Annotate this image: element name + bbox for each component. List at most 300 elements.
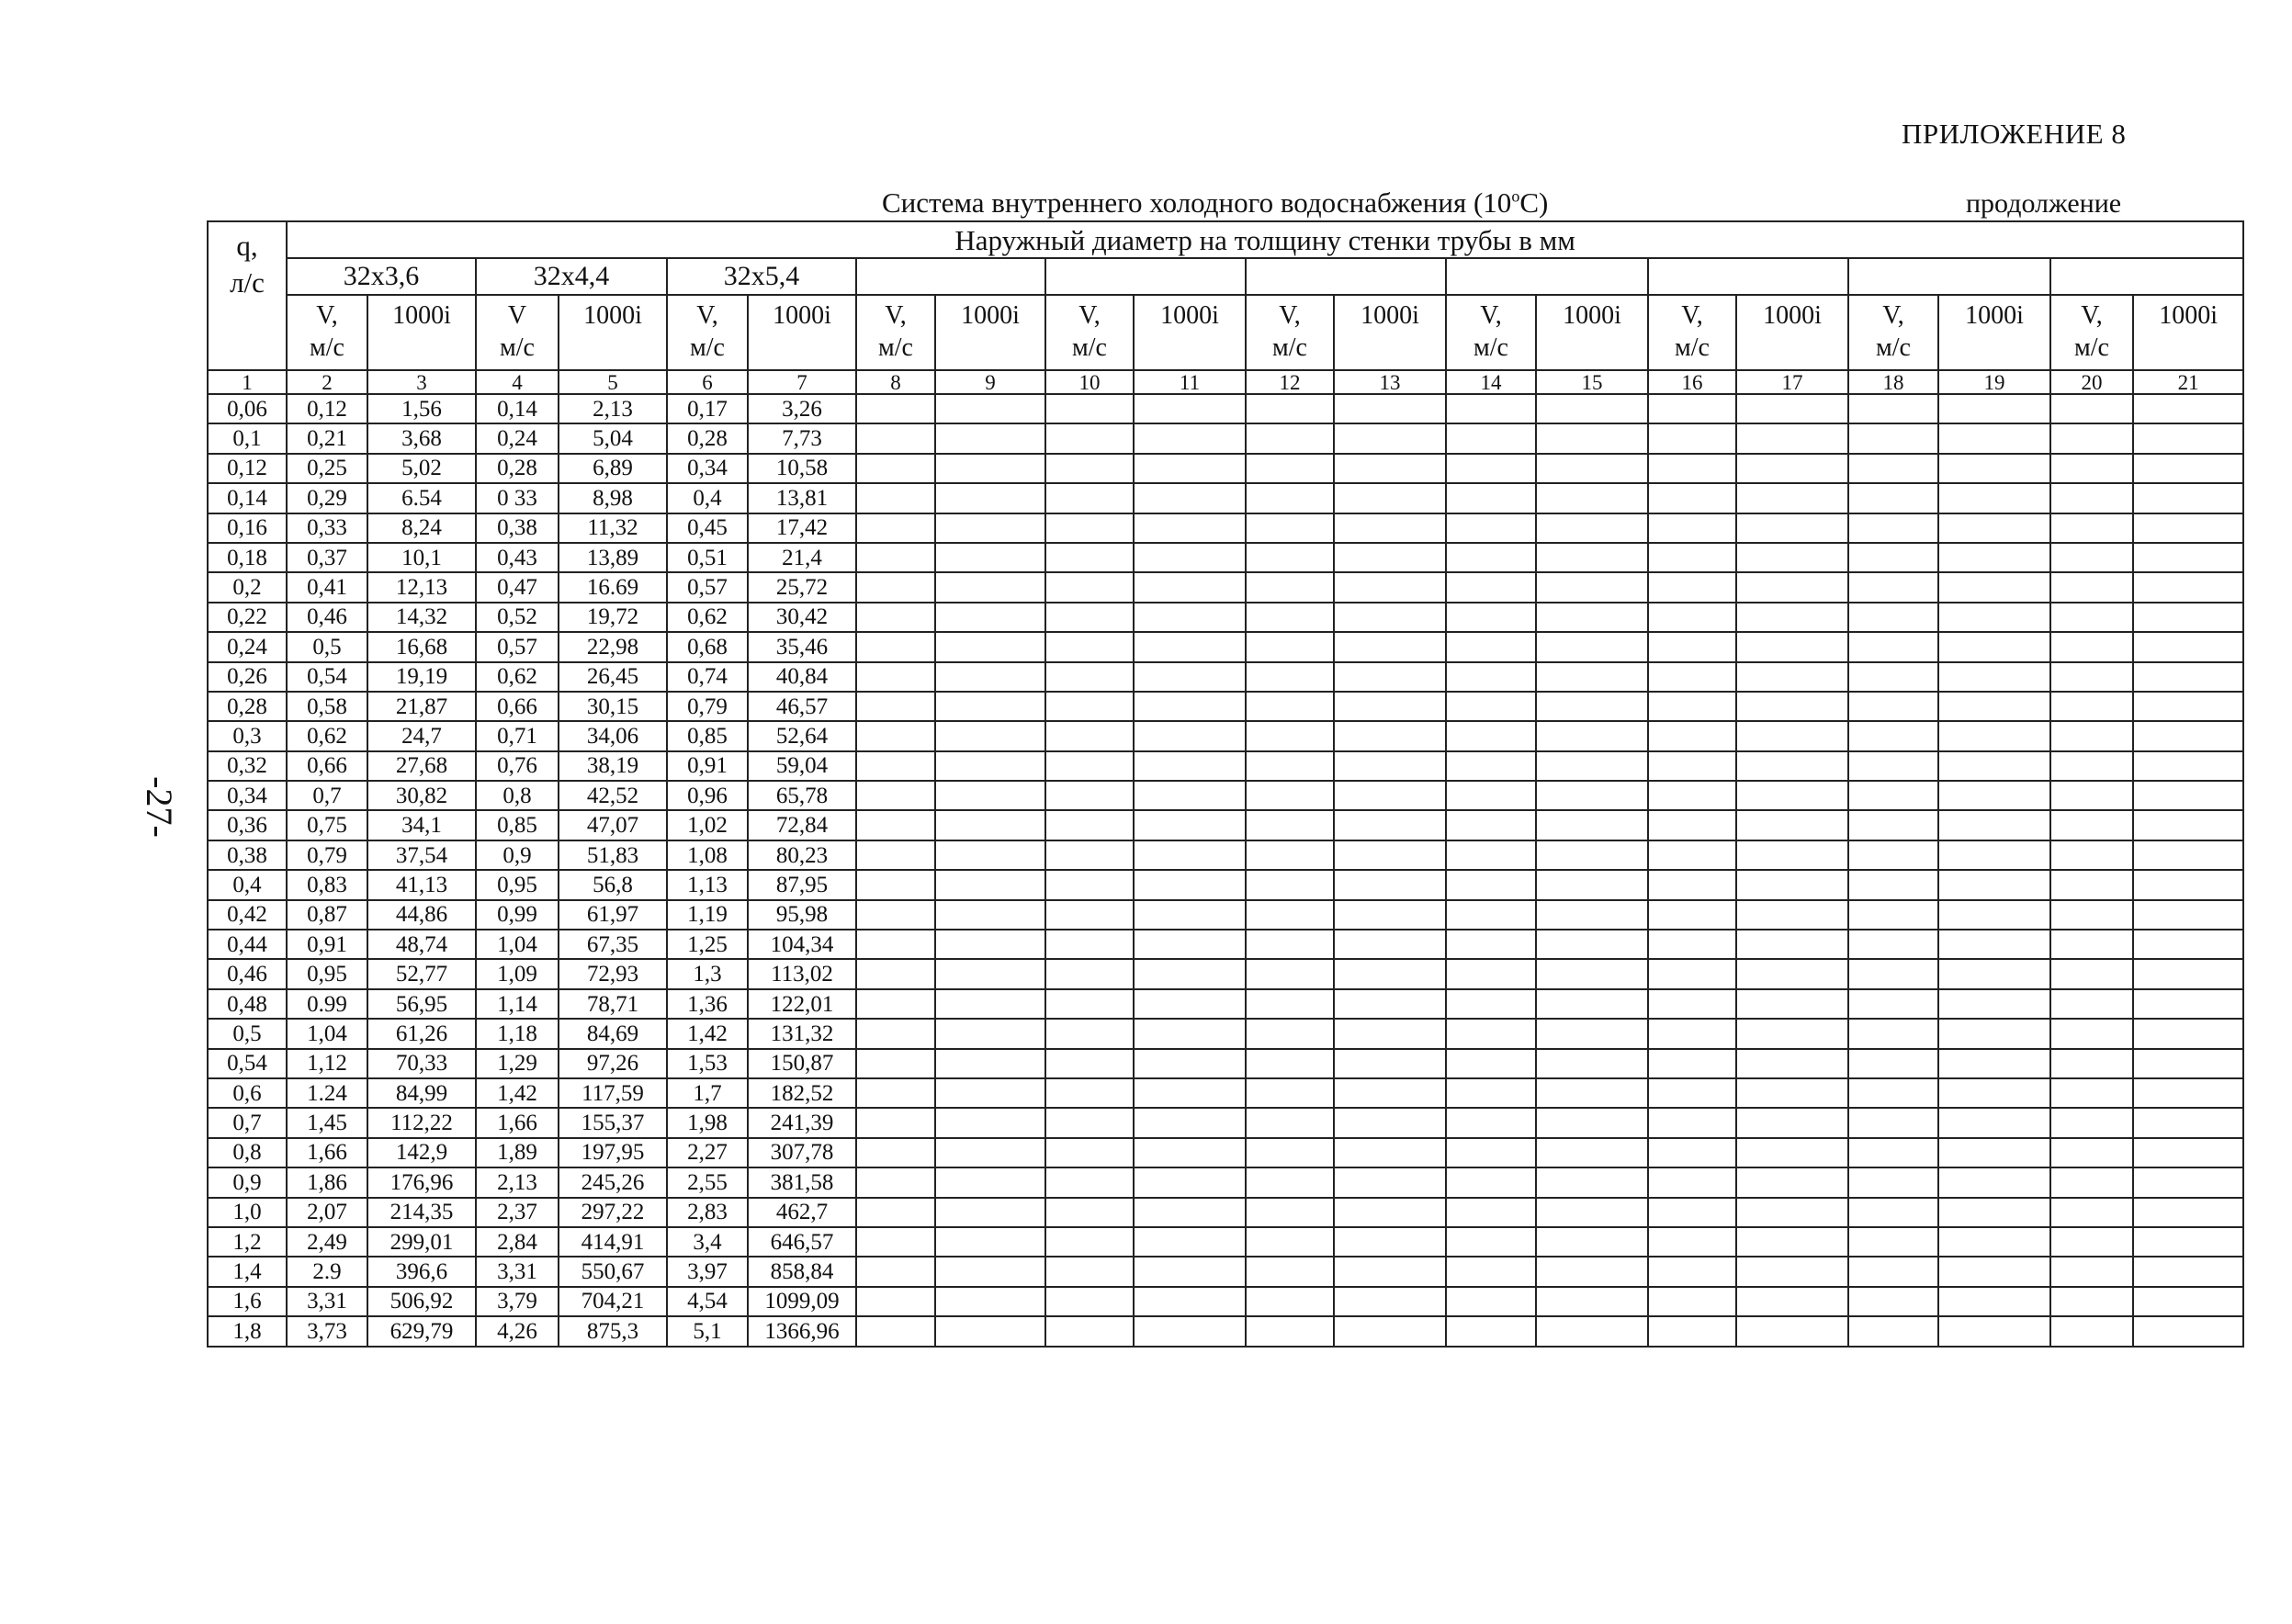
velocity-cell: 0,25 (287, 454, 367, 483)
velocity-cell (856, 900, 935, 930)
head-loss-cell: 14,32 (367, 603, 476, 632)
velocity-cell (2050, 900, 2133, 930)
head-loss-cell: 122,01 (748, 989, 856, 1019)
head-loss-cell: 1,56 (367, 394, 476, 423)
velocity-cell (1648, 870, 1736, 899)
velocity-cell: 0,9 (476, 840, 559, 870)
table-row (208, 662, 2243, 692)
velocity-cell: 0.99 (287, 989, 367, 1019)
flow-rate-cell: 0,14 (208, 483, 287, 513)
head-loss-cell (2133, 1257, 2243, 1286)
table-row (208, 1287, 2243, 1316)
head-loss-cell (1938, 751, 2050, 781)
velocity-cell (856, 1316, 935, 1346)
velocity-cell: 2,84 (476, 1227, 559, 1257)
head-loss-cell (935, 721, 1045, 750)
head-loss-cell (1736, 543, 1848, 572)
head-loss-cell (1134, 900, 1246, 930)
table-row (208, 483, 2243, 513)
head-loss-cell (1736, 1138, 1848, 1167)
velocity-cell: 0,33 (287, 513, 367, 543)
head-loss-cell: 19,72 (559, 603, 667, 632)
velocity-cell (1848, 603, 1938, 632)
velocity-cell (1648, 1316, 1736, 1346)
q-header (208, 221, 287, 370)
velocity-cell (1648, 394, 1736, 423)
table-row (208, 721, 2243, 750)
pipe-size-header (1446, 258, 1648, 295)
head-loss-cell (1536, 1078, 1648, 1108)
velocity-unit: м/с (1675, 333, 1710, 362)
velocity-cell: 3,31 (287, 1287, 367, 1316)
velocity-cell: 0,41 (287, 572, 367, 602)
head-loss-cell (1938, 513, 2050, 543)
velocity-cell (1446, 394, 1536, 423)
head-loss-cell (1134, 1019, 1246, 1048)
head-loss-cell: 297,22 (559, 1198, 667, 1227)
head-loss-header: 1000i (1938, 295, 2050, 370)
head-loss-cell (1736, 1198, 1848, 1227)
table-row (208, 1078, 2243, 1108)
velocity-cell (1446, 721, 1536, 750)
velocity-cell: 0,87 (287, 900, 367, 930)
head-loss-cell (935, 572, 1045, 602)
head-loss-cell (1134, 483, 1246, 513)
head-loss-cell (1134, 603, 1246, 632)
velocity-cell (1246, 751, 1334, 781)
flow-rate-cell: 0,5 (208, 1019, 287, 1048)
head-loss-cell (1536, 721, 1648, 750)
velocity-cell (856, 603, 935, 632)
head-loss-cell (1334, 483, 1446, 513)
head-loss-header: 1000i (2133, 295, 2243, 370)
head-loss-cell (935, 394, 1045, 423)
velocity-cell (856, 1019, 935, 1048)
head-loss-cell (935, 781, 1045, 810)
head-loss-cell (1736, 1049, 1848, 1078)
flow-rate-cell: 0,28 (208, 692, 287, 721)
head-loss-cell: 646,57 (748, 1227, 856, 1257)
head-loss-cell: 182,52 (748, 1078, 856, 1108)
velocity-cell (1246, 543, 1334, 572)
velocity-cell: 1,19 (667, 900, 748, 930)
velocity-cell: 0,28 (476, 454, 559, 483)
velocity-cell: 0,37 (287, 543, 367, 572)
head-loss-cell (1938, 1167, 2050, 1197)
velocity-cell (1045, 1108, 1134, 1137)
table-row (208, 632, 2243, 661)
head-loss-cell (1134, 692, 1246, 721)
head-loss-cell (1334, 810, 1446, 840)
head-loss-cell (935, 751, 1045, 781)
head-loss-cell (1736, 572, 1848, 602)
head-loss-cell: 56,8 (559, 870, 667, 899)
velocity-cell (1246, 840, 1334, 870)
velocity-unit: м/с (690, 333, 725, 362)
flow-rate-cell: 0,06 (208, 394, 287, 423)
header-row-pipe-sizes (208, 258, 2243, 295)
column-number: 15 (1536, 370, 1648, 394)
head-loss-cell (2133, 1198, 2243, 1227)
velocity-cell: 0,54 (287, 662, 367, 692)
velocity-header (667, 295, 748, 370)
velocity-cell (1648, 513, 1736, 543)
head-loss-cell (1938, 483, 2050, 513)
column-number: 6 (667, 370, 748, 394)
velocity-cell (1446, 751, 1536, 781)
velocity-cell (2050, 1138, 2133, 1167)
head-loss-cell (1536, 1108, 1648, 1137)
head-loss-cell (1938, 394, 2050, 423)
velocity-cell (1446, 1257, 1536, 1286)
head-loss-cell (1334, 1108, 1446, 1137)
head-loss-cell (2133, 603, 2243, 632)
velocity-cell (1648, 662, 1736, 692)
head-loss-cell (1536, 840, 1648, 870)
velocity-cell (856, 543, 935, 572)
column-number: 3 (367, 370, 476, 394)
velocity-cell (1045, 870, 1134, 899)
velocity-cell (1848, 959, 1938, 988)
velocity-cell (1848, 423, 1938, 453)
velocity-cell: 0,62 (667, 603, 748, 632)
velocity-cell (2050, 1287, 2133, 1316)
head-loss-cell (1134, 662, 1246, 692)
head-loss-cell (1536, 423, 1648, 453)
head-loss-cell: 8,24 (367, 513, 476, 543)
head-loss-cell (935, 1167, 1045, 1197)
table-row (208, 692, 2243, 721)
velocity-cell (1446, 572, 1536, 602)
head-loss-cell (1536, 394, 1648, 423)
head-loss-cell: 24,7 (367, 721, 476, 750)
head-loss-cell (2133, 989, 2243, 1019)
velocity-cell: 1,29 (476, 1049, 559, 1078)
velocity-header (1848, 295, 1938, 370)
pipe-size-header (1848, 258, 2050, 295)
column-number: 2 (287, 370, 367, 394)
head-loss-cell (935, 870, 1045, 899)
head-loss-cell (1134, 394, 1246, 423)
head-loss-cell (1736, 603, 1848, 632)
velocity-cell (1446, 1167, 1536, 1197)
head-loss-cell (1134, 870, 1246, 899)
velocity-symbol: V, (1681, 301, 1703, 330)
velocity-cell (1246, 721, 1334, 750)
flow-rate-cell: 1,4 (208, 1257, 287, 1286)
head-loss-cell: 7,73 (748, 423, 856, 453)
head-loss-cell (1736, 751, 1848, 781)
head-loss-cell (935, 1316, 1045, 1346)
velocity-cell (1045, 810, 1134, 840)
velocity-cell: 1,66 (287, 1138, 367, 1167)
velocity-cell (856, 781, 935, 810)
head-loss-cell (1736, 989, 1848, 1019)
head-loss-cell (935, 1257, 1045, 1286)
velocity-cell: 0,62 (476, 662, 559, 692)
velocity-cell: 0,21 (287, 423, 367, 453)
velocity-cell (1246, 900, 1334, 930)
head-loss-cell (2133, 662, 2243, 692)
header-row-column-numbers (208, 370, 2243, 394)
velocity-cell: 0,75 (287, 810, 367, 840)
head-loss-cell (1134, 1287, 1246, 1316)
head-loss-header: 1000i (935, 295, 1045, 370)
velocity-symbol: V, (2081, 301, 2103, 330)
velocity-cell: 1,25 (667, 930, 748, 959)
velocity-cell: 0,91 (287, 930, 367, 959)
head-loss-cell (1334, 989, 1446, 1019)
velocity-cell (2050, 1078, 2133, 1108)
head-loss-cell: 97,26 (559, 1049, 667, 1078)
table-row (208, 900, 2243, 930)
velocity-header (287, 295, 367, 370)
velocity-cell (1848, 513, 1938, 543)
head-loss-cell (1938, 454, 2050, 483)
head-loss-cell (1134, 572, 1246, 602)
head-loss-cell (935, 840, 1045, 870)
column-number: 19 (1938, 370, 2050, 394)
head-loss-cell (1938, 543, 2050, 572)
velocity-cell: 0,68 (667, 632, 748, 661)
velocity-cell: 2.9 (287, 1257, 367, 1286)
velocity-cell: 1,45 (287, 1108, 367, 1137)
head-loss-cell (1134, 1198, 1246, 1227)
head-loss-cell: 70,33 (367, 1049, 476, 1078)
table-row (208, 810, 2243, 840)
velocity-cell (1446, 513, 1536, 543)
head-loss-cell (2133, 1019, 2243, 1048)
velocity-cell (2050, 930, 2133, 959)
head-loss-cell (935, 1138, 1045, 1167)
flow-rate-cell: 1,0 (208, 1198, 287, 1227)
table-row (208, 1257, 2243, 1286)
head-loss-cell (935, 1049, 1045, 1078)
head-loss-cell (1536, 1287, 1648, 1316)
head-loss-cell: 13,89 (559, 543, 667, 572)
head-loss-cell (2133, 1108, 2243, 1137)
head-loss-cell (1334, 572, 1446, 602)
head-loss-header: 1000i (1134, 295, 1246, 370)
table-row (208, 394, 2243, 423)
velocity-cell: 1,04 (287, 1019, 367, 1048)
head-loss-cell (1134, 840, 1246, 870)
head-loss-cell: 6,89 (559, 454, 667, 483)
velocity-cell (856, 930, 935, 959)
velocity-unit: м/с (1072, 333, 1107, 362)
velocity-cell (1848, 543, 1938, 572)
head-loss-cell (1536, 810, 1648, 840)
head-loss-cell (1134, 632, 1246, 661)
velocity-cell (856, 1198, 935, 1227)
head-loss-cell (1536, 1049, 1648, 1078)
head-loss-cell (1334, 632, 1446, 661)
head-loss-cell (1536, 1257, 1648, 1286)
head-loss-cell: 72,84 (748, 810, 856, 840)
table-row (208, 989, 2243, 1019)
head-loss-cell (1736, 840, 1848, 870)
head-loss-cell: 52,77 (367, 959, 476, 988)
head-loss-cell (1736, 870, 1848, 899)
head-loss-cell: 2,13 (559, 394, 667, 423)
head-loss-cell: 34,1 (367, 810, 476, 840)
velocity-cell (2050, 603, 2133, 632)
velocity-cell (1848, 483, 1938, 513)
velocity-cell (1446, 840, 1536, 870)
head-loss-cell: 6.54 (367, 483, 476, 513)
velocity-cell (1648, 1198, 1736, 1227)
head-loss-cell: 550,67 (559, 1257, 667, 1286)
velocity-cell: 1,86 (287, 1167, 367, 1197)
velocity-cell (1848, 692, 1938, 721)
velocity-cell (1848, 454, 1938, 483)
velocity-cell (1648, 632, 1736, 661)
velocity-cell (1246, 1198, 1334, 1227)
velocity-cell: 0,85 (476, 810, 559, 840)
head-loss-cell (935, 543, 1045, 572)
head-loss-cell: 38,19 (559, 751, 667, 781)
velocity-cell (1648, 781, 1736, 810)
head-loss-cell: 84,99 (367, 1078, 476, 1108)
head-loss-cell (1334, 930, 1446, 959)
head-loss-cell: 3,68 (367, 423, 476, 453)
head-loss-cell: 35,46 (748, 632, 856, 661)
title-suffix: C) (1519, 186, 1549, 219)
head-loss-cell: 113,02 (748, 959, 856, 988)
flow-rate-cell: 0,2 (208, 572, 287, 602)
head-loss-cell (1334, 662, 1446, 692)
velocity-cell (1648, 1108, 1736, 1137)
head-loss-cell (1536, 1138, 1648, 1167)
head-loss-cell: 3,26 (748, 394, 856, 423)
velocity-cell: 2,27 (667, 1138, 748, 1167)
velocity-cell (1045, 751, 1134, 781)
velocity-cell (856, 692, 935, 721)
head-loss-cell (2133, 692, 2243, 721)
head-loss-cell (1334, 1227, 1446, 1257)
pipe-size-header (2050, 258, 2243, 295)
head-loss-cell (1334, 543, 1446, 572)
velocity-cell (1045, 692, 1134, 721)
head-loss-cell: 10,58 (748, 454, 856, 483)
head-loss-cell (2133, 572, 2243, 602)
head-loss-cell (1334, 751, 1446, 781)
head-loss-cell: 245,26 (559, 1167, 667, 1197)
velocity-cell (1848, 870, 1938, 899)
head-loss-cell (1938, 1316, 2050, 1346)
head-loss-cell (1334, 513, 1446, 543)
head-loss-cell (1134, 930, 1246, 959)
velocity-cell (1848, 989, 1938, 1019)
velocity-cell (1648, 1167, 1736, 1197)
velocity-cell: 0,4 (667, 483, 748, 513)
velocity-cell (1446, 1049, 1536, 1078)
head-loss-cell (1938, 1049, 2050, 1078)
velocity-cell: 1,42 (476, 1078, 559, 1108)
head-loss-cell (1536, 959, 1648, 988)
velocity-cell (2050, 870, 2133, 899)
velocity-cell (1446, 1138, 1536, 1167)
table-title (882, 186, 1548, 220)
head-loss-cell (1736, 1019, 1848, 1048)
velocity-cell: 0,96 (667, 781, 748, 810)
head-loss-cell (1134, 1316, 1246, 1346)
velocity-cell (1648, 810, 1736, 840)
column-number: 5 (559, 370, 667, 394)
table-row (208, 603, 2243, 632)
velocity-cell (1246, 1287, 1334, 1316)
velocity-cell (856, 572, 935, 602)
velocity-cell (856, 483, 935, 513)
appendix-label: ПРИЛОЖЕНИЕ 8 (1902, 118, 2127, 150)
velocity-cell (1246, 513, 1334, 543)
head-loss-cell (1536, 603, 1648, 632)
velocity-cell (1446, 1287, 1536, 1316)
flow-rate-cell: 0,32 (208, 751, 287, 781)
head-loss-cell: 176,96 (367, 1167, 476, 1197)
velocity-cell (1848, 662, 1938, 692)
head-loss-cell: 40,84 (748, 662, 856, 692)
head-loss-cell (1536, 483, 1648, 513)
table-row (208, 751, 2243, 781)
velocity-cell (1246, 423, 1334, 453)
velocity-cell (856, 989, 935, 1019)
velocity-cell (856, 959, 935, 988)
head-loss-cell (2133, 1227, 2243, 1257)
head-loss-cell (1938, 930, 2050, 959)
velocity-cell (1848, 1108, 1938, 1137)
velocity-cell (1446, 483, 1536, 513)
velocity-cell (1648, 1019, 1736, 1048)
velocity-cell: 0,66 (287, 751, 367, 781)
velocity-cell (1246, 1019, 1334, 1048)
table-row (208, 1019, 2243, 1048)
velocity-cell (1446, 810, 1536, 840)
head-loss-cell: 117,59 (559, 1078, 667, 1108)
head-loss-cell (1334, 423, 1446, 453)
head-loss-cell (935, 662, 1045, 692)
head-loss-header: 1000i (367, 295, 476, 370)
table-row (208, 1167, 2243, 1197)
velocity-cell: 0,47 (476, 572, 559, 602)
velocity-cell: 1,18 (476, 1019, 559, 1048)
velocity-cell (2050, 572, 2133, 602)
head-loss-cell (1334, 1257, 1446, 1286)
velocity-cell (1848, 1287, 1938, 1316)
head-loss-cell (1334, 603, 1446, 632)
head-loss-cell: 241,39 (748, 1108, 856, 1137)
velocity-cell (2050, 1257, 2133, 1286)
velocity-cell: 3,97 (667, 1257, 748, 1286)
velocity-cell (1045, 781, 1134, 810)
velocity-unit: м/с (500, 333, 535, 362)
table-row (208, 959, 2243, 988)
velocity-cell (1246, 632, 1334, 661)
velocity-cell (1848, 394, 1938, 423)
head-loss-cell (1334, 1316, 1446, 1346)
velocity-symbol: V, (1279, 301, 1301, 330)
velocity-cell (856, 454, 935, 483)
head-loss-cell (1134, 721, 1246, 750)
velocity-cell (1648, 423, 1736, 453)
velocity-cell (1045, 394, 1134, 423)
head-loss-cell (1134, 959, 1246, 988)
head-loss-cell (1536, 1316, 1648, 1346)
velocity-cell (1246, 1257, 1334, 1286)
head-loss-header: 1000i (559, 295, 667, 370)
head-loss-cell (1536, 751, 1648, 781)
head-loss-cell (935, 989, 1045, 1019)
